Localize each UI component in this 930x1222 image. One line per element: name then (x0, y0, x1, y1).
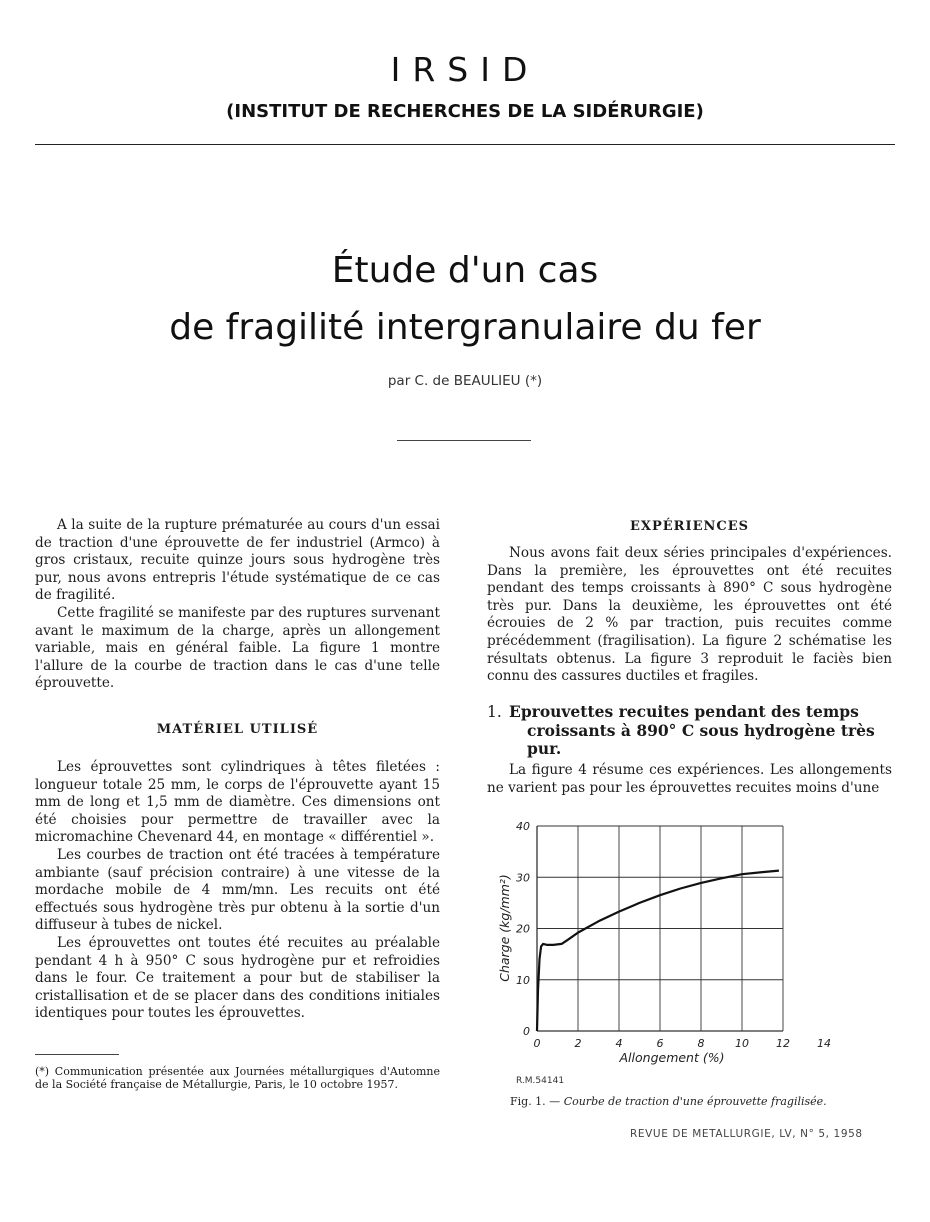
header-rule (35, 144, 895, 145)
x-tick-label: 10 (735, 1037, 749, 1050)
experiences-paragraph: Nous avons fait deux séries principales d'expériences. Dans la première, les éprouvettes ont été recuites pendant des temps croissants à 890° C sous hydrogène très pur. Dans la deuxième, les éprouvettes ont été écrouies de 2 % par traction, puis recuites comme précédemment (fragilisation). La figure 2 schématise les résultats obtenus. La figure 3 reproduit le faciès bien connu des cassures ductiles et fragiles. (487, 545, 892, 685)
x-tick-label: 14 (817, 1037, 831, 1050)
journal-footer: REVUE DE METALLURGIE, LV, N° 5, 1958 (630, 1128, 863, 1140)
y-tick-label: 30 (516, 871, 530, 885)
intro-paragraph: Cette fragilité se manifeste par des ruptures survenant avant le maximum de la charge, après un allongement variable, mais en général faible. La figure 1 montre l'allure de la courbe de traction dans le cas d'une telle éprouvette. (35, 604, 440, 692)
x-tick-label: 2 (574, 1037, 582, 1050)
materiel-paragraph: Les éprouvettes sont cylindriques à têtes filetées : longueur totale 25 mm, le corps de l'éprouvette ayant 15 mm de long et 1,5 mm de diamètre. Ces dimensions ont été choisies pour permettre de travailler avec la micromachine Chevenard 44, en montage « différentiel ». (35, 759, 440, 846)
footnote-text: Communication présentée aux Journées métallurgiques d'Automne de la Société française de Métallurgie, Paris, le 10 octobre 1957. (35, 1065, 440, 1091)
y-axis-label: Charge (kg/mm²) (497, 874, 512, 982)
footnote-rule (35, 1054, 119, 1055)
figure-reference-code: R.M.54141 (516, 1076, 565, 1086)
figure-caption-label: Fig. 1. — (510, 1095, 561, 1108)
subsection-title-line1: Eprouvettes recuites pendant des temps (509, 702, 859, 721)
x-tick-label: 6 (656, 1037, 664, 1050)
footnote-mark: (*) (35, 1065, 50, 1078)
masthead: IRSID (390, 50, 540, 89)
byline: par C. de BEAULIEU (*) (387, 373, 543, 389)
materiel-paragraph: Les éprouvettes ont toutes été recuites au préalable pendant 4 h à 950° C sous hydrogène pur et refroidies dans le four. Ce traitement a pour but de stabiliser la cristallisation et de se placer dans des conditions initiales identiques pour toutes les éprouvettes. (35, 934, 440, 1022)
x-tick-label: 0 (533, 1037, 541, 1050)
footnote (35, 1066, 440, 1091)
y-axis-ticks (516, 820, 530, 1038)
subsection-number: 1. (487, 703, 502, 721)
subsection-text (487, 762, 892, 797)
chart-grid (537, 826, 783, 1031)
subsection-paragraph: La figure 4 résume ces expériences. Les allongements ne varient pas pour les éprouvettes recuites moins d'une (487, 762, 892, 796)
traction-curve-chart (487, 815, 887, 1075)
subsection-title-line2: croissants à 890° C sous hydrogène très pur. (527, 720, 875, 758)
x-tick-label: 12 (776, 1037, 790, 1050)
figure-caption-text: Courbe de traction d'une éprouvette fragilisée. (563, 1095, 827, 1108)
y-tick-label: 10 (516, 973, 530, 987)
x-tick-label: 8 (697, 1037, 705, 1050)
series-line (537, 871, 779, 1031)
x-axis-label: Allongement (%) (619, 1050, 725, 1065)
section-heading-experiences: EXPÉRIENCES (630, 519, 749, 534)
y-tick-label: 0 (523, 1025, 530, 1038)
materiel-paragraph: Les courbes de traction ont été tracées à température ambiante (sauf précision contraire) à une vitesse de la mordache mobile de 4 mm/mn. Les recuits ont été effectués sous hydrogène très pur obtenu à la sortie d'un diffuseur à tubes de nickel. (35, 846, 440, 934)
figure-caption (510, 1095, 827, 1108)
subsection-heading (487, 703, 892, 759)
y-tick-label: 20 (516, 922, 530, 936)
title-divider (397, 440, 531, 441)
section-heading-materiel: MATÉRIEL UTILISÉ (156, 722, 319, 737)
article-title-line2: de fragilité intergranulaire du fer (169, 307, 761, 348)
materiel-text (35, 759, 440, 1023)
chart-series (537, 871, 779, 1031)
x-tick-label: 4 (615, 1037, 623, 1050)
intro-paragraph: A la suite de la rupture prématurée au cours d'un essai de traction d'une éprouvette de fer industriel (Armco) à gros cristaux, recuite quinze jours sous hydrogène très pur, nous avons entrepris l'étude systématique de ce cas de fragilité. (35, 517, 440, 604)
article-title-line1: Étude d'un cas (331, 250, 599, 291)
x-axis-ticks (534, 1037, 832, 1050)
experiences-text (487, 545, 892, 686)
y-tick-label: 40 (516, 820, 530, 833)
intro-text (35, 517, 440, 693)
institute-name: (INSTITUT DE RECHERCHES DE LA SIDÉRURGIE) (226, 101, 704, 122)
